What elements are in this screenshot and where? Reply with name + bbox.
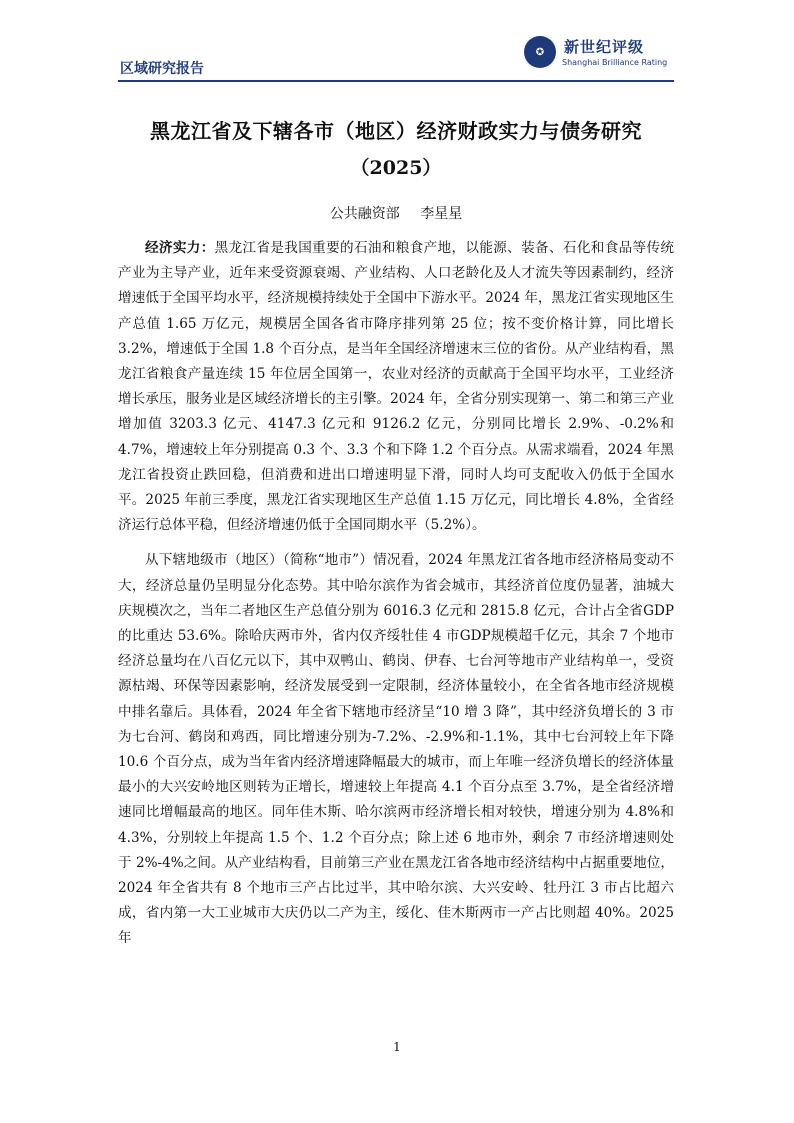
section-label: 区域研究报告: [120, 61, 204, 77]
document-year: （2025）: [350, 157, 442, 179]
author-line: [118, 203, 674, 223]
document-title: 黑龙江省及下辖各市（地区）经济财政实力与债务研究: [150, 119, 642, 143]
header-divider: [118, 80, 674, 82]
rating-logo-icon: ✪: [524, 36, 556, 68]
paragraph-lead: 经济实力：: [145, 240, 215, 256]
author-name: 李星星: [420, 206, 463, 222]
paragraph-prefecture-overview: [118, 548, 674, 951]
page-number: 1: [393, 1040, 401, 1054]
logo-text-en: Shanghai Brilliance Rating: [562, 58, 668, 67]
logo-text-cn: 新世纪评级: [564, 38, 645, 56]
paragraph-text: 从下辖地级市（地区）（简称“地市”）情况看，2024 年黑龙江省各地市经济格局变动不大，经济总量仍呈明显分化态势。其中哈尔滨作为省会城市，其经济首位度仍显著，油城大庆规模次之，当年二者地区生产总值分别为 6016.3 亿元和 2815.8 亿元，合计占全省GDP的比重达 53.6%。除哈庆两市外，省内仅齐绥牡佳 4 市GDP规模超千亿元，其余 7 个地市经济总量均在八百亿元以下，其中双鸭山、鹤岗、伊春、七台河等地市产业结构单一，受资源枯竭、环保等因素影响，经济发展受到一定限制，经济体量较小，在全省各地市经济规模中排名靠后。具体看，2024 年全省下辖地市经济呈“10 增 3 降”，其中经济负增长的 3 市为七台河、鹤岗和鸡西，同比增速分别为-7.2%、-2.9%和-1.1%，其中七台河较上年下降 10.6 个百分点，成为当年省内经济增速降幅最大的城市，而上年唯一经济负增长的经济体量最小的大兴安岭地区则转为正增长，增速较上年提高 4.1 个百分点至 3.7%，是全省经济增速同比增幅最高的地区。同年佳木斯、哈尔滨两市经济增长相对较快，增速分别为 4.8%和 4.3%，分别较上年提高 1.5 个、1.2 个百分点；除上述 6 地市外，剩余 7 市经济增速则处于 2%-4%之间。从产业结构看，目前第三产业在黑龙江省各地市经济结构中占据重要地位，2024 年全省共有 8 个地市三产占比过半，其中哈尔滨、大兴安岭、牡丹江 3 市占比超六成，省内第一大工业城市大庆仍以二产为主，绥化、佳木斯两市一产占比则超 40%。2025 年: [118, 552, 674, 947]
paragraph-text: 黑龙江省是我国重要的石油和粮食产地，以能源、装备、石化和食品等传统产业为主导产业，近年来受资源衰竭、产业结构、人口老龄化及人才流失等因素制约，经济增速低于全国平均水平，经济规模持续处于全国中下游水平。2024 年，黑龙江省实现地区生产总值 1.65 万亿元，规模居全国各省市降序排列第 25 位；按不变价格计算，同比增长 3.2%，增速低于全国 1.8 个百分点，是当年全国经济增速末三位的省份。从产业结构看，黑龙江省粮食产量连续 15 年位居全国第一，农业对经济的贡献高于全国平均水平，工业经济增长承压，服务业是区域经济增长的主引擎。2024 年，全省分别实现第一、第二和第三产业增加值 3203.3 亿元、4147.3 亿元和 9126.2 亿元，分别同比增长 2.9%、-0.2%和 4.7%，增速较上年分别提高 0.3 个、3.3 个和下降 1.2 个百分点。从需求端看，2024 年黑龙江省投资止跌回稳，但消费和进出口增速明显下滑，同时人均可支配收入仍低于全国水平。2025 年前三季度，黑龙江省实现地区生产总值 1.15 万亿元，同比增长 4.8%，全省经济运行总体平稳，但经济增速仍低于全国同期水平（5.2%）。: [118, 240, 675, 534]
page-header: [118, 30, 674, 80]
paragraph-economic-strength: [118, 236, 674, 538]
document-body: [118, 236, 674, 962]
company-logo: [524, 32, 674, 72]
department: 公共融资部: [329, 206, 400, 222]
